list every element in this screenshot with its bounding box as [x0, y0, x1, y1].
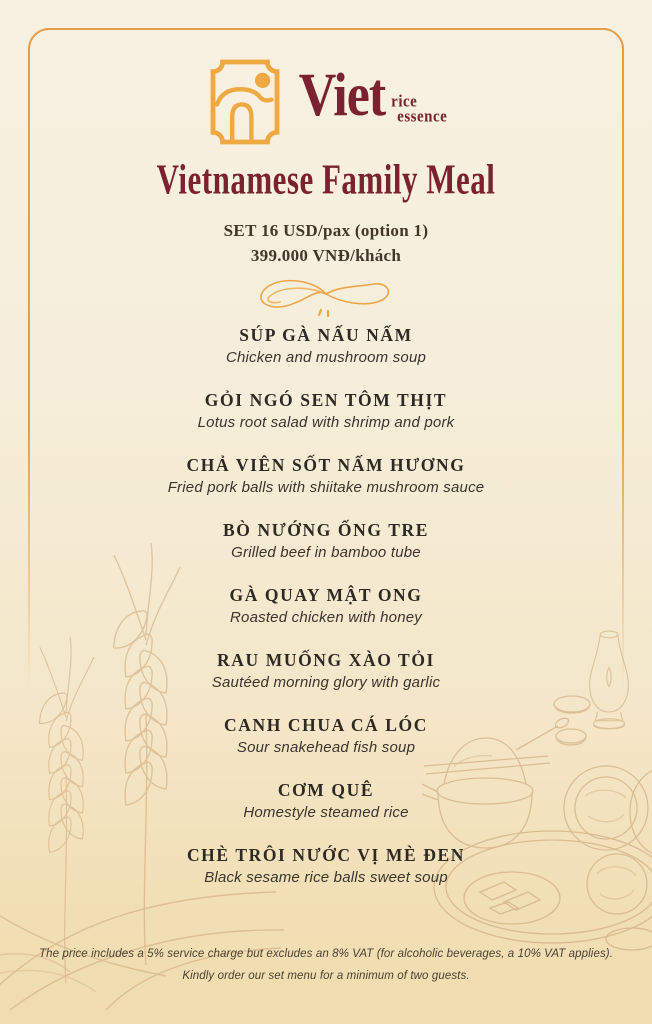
dish-description-en: Chicken and mushroom soup: [225, 349, 427, 366]
menu-item: [40, 583, 612, 628]
brand-tagline-essence: essence: [397, 107, 448, 127]
temple-gate-logo-icon: [205, 56, 285, 148]
dish-description-en: Black sesame rice balls sweet soup: [204, 869, 448, 886]
dish-description-en: Sautéed morning glory with garlic: [211, 674, 441, 691]
service-charge-note: The price includes a 5% service charge but excludes an 8% VAT (for alcoholic beverages, a 10% VAT applies).: [38, 948, 614, 960]
dish-description-en: Grilled beef in bamboo tube: [231, 544, 421, 561]
menu-item: [40, 778, 612, 823]
menu-title: Vietnamese Family Meal: [156, 155, 496, 203]
dish-description-en: Sour snakehead fish soup: [236, 739, 416, 756]
menu-item: [40, 713, 612, 758]
dish-description-en: Homestyle steamed rice: [243, 804, 409, 821]
dish-name-vi: RAU MUỐNG XÀO TỎI: [217, 650, 435, 670]
dish-description-en: Fried pork balls with shiitake mushroom sauce: [167, 479, 485, 496]
dish-name-vi: GÀ QUAY MẬT ONG: [229, 585, 423, 605]
brand-logo: [0, 56, 652, 148]
set-price: [0, 218, 652, 268]
menu-item: [40, 518, 612, 563]
brand-name: Viet: [298, 62, 386, 130]
price-usd: SET 16 USD/pax (option 1): [223, 221, 429, 240]
footer-note: [28, 943, 624, 987]
dish-description-en: Lotus root salad with shrimp and pork: [197, 414, 455, 431]
dish-name-vi: CHÈ TRÔI NƯỚC VỊ MÈ ĐEN: [186, 845, 466, 865]
menu-item: [40, 843, 612, 888]
dish-name-vi: BÒ NƯỚNG ỐNG TRE: [223, 520, 429, 540]
brand-tagline-rice: rice: [391, 92, 418, 112]
menu-item: [40, 453, 612, 498]
brand-wordmark: [298, 62, 448, 134]
menu-item: [40, 648, 612, 693]
flourish-divider-icon: [246, 276, 406, 318]
menu-item: [40, 388, 612, 433]
menu-item: [40, 323, 612, 368]
minimum-guests-note: Kindly order our set menu for a minimum of two guests.: [182, 970, 470, 982]
dish-name-vi: SÚP GÀ NẤU NẤM: [239, 325, 413, 345]
dish-name-vi: CHẢ VIÊN SỐT NẤM HƯƠNG: [186, 455, 466, 475]
dish-description-en: Roasted chicken with honey: [230, 609, 422, 626]
dish-list: [40, 323, 612, 908]
dish-name-vi: GỎI NGÓ SEN TÔM THỊT: [204, 390, 448, 410]
price-vnd: 399.000 VNĐ/khách: [250, 246, 402, 265]
dish-name-vi: CANH CHUA CÁ LÓC: [223, 715, 428, 735]
dish-name-vi: CƠM QUÊ: [277, 780, 375, 800]
